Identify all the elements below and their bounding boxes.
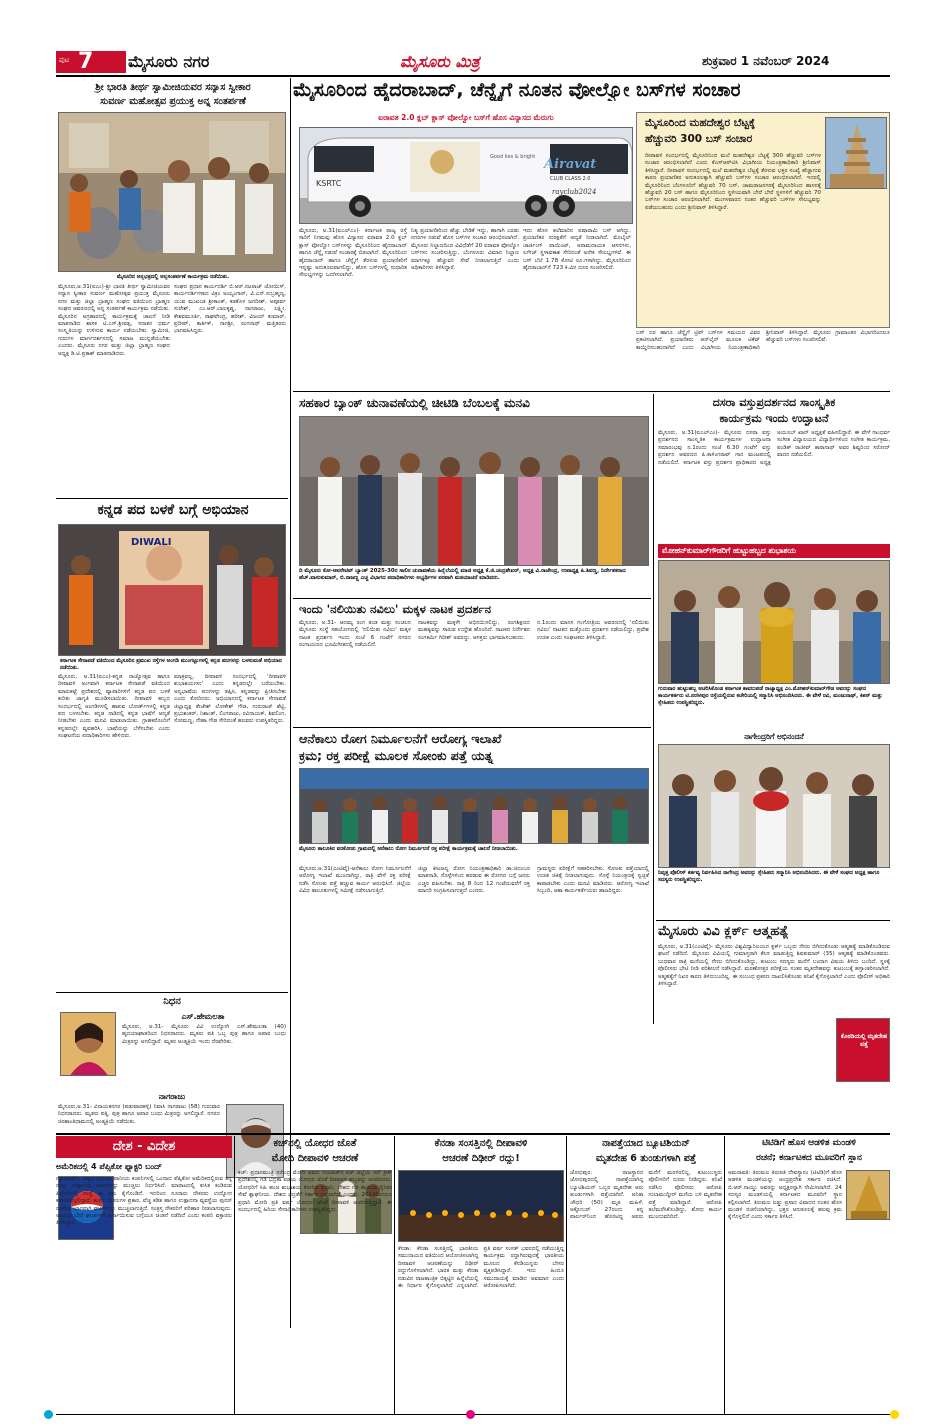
drama-body-c: ನ.1ರಂದು ಮಾನಸ ಗಂಗೋತ್ರಿಯ ಆವರಣದಲ್ಲಿ 'ನಲಿಯಿತು ನವಿಲು' ನಾಟಕದ ಮತ್ತೊಂದು ಪ್ರದರ್ಶನ ನಡೆಯಲಿದ್ದು, ಪ್ರವೇಶ ಉಚಿತ ಎಂದು ಸಂಘಟಕರು ತಿಳಿಸಿದ್ದಾರೆ. (537, 620, 649, 641)
food-distribution-image (59, 113, 286, 272)
desha-videsha-banner (56, 1136, 232, 1158)
obit1-name: ಎಸ್.ಹೇಮಲತಾ (181, 1012, 225, 1021)
canada-headline-1: ಕೆನಡಾ ಸಂಸತ್ತಿನಲ್ಲಿ ದೀಪಾವಳಿ (434, 1138, 528, 1149)
volvo-bus-image (300, 128, 633, 224)
divider (656, 920, 890, 921)
page-number-box (56, 51, 126, 73)
naga-headline: ನಾಗೇಂದ್ರರಿಗೆ ಅಭಿನಂದನೆ (744, 732, 804, 741)
paper-name: ಮೈಸೂರು ಮಿತ್ರ (400, 52, 480, 71)
lead-subhead-bar (299, 112, 633, 125)
lead-headline: ಮೈಸೂರಿಂದ ಹೈದರಾಬಾದ್, ಚೆನ್ನೈಗೆ ನೂತನ ವೋಲ್ವೋ ಬಸ್‌ಗಳ ಸಂಚಾರ (293, 79, 741, 101)
cyan-register-mark (44, 1410, 53, 1419)
lead-photo (299, 127, 633, 224)
airavat-text: Airavat (544, 157, 597, 172)
drama-body-b: ನಾಟಕವನ್ನು ಮಕ್ಕಳೇ ಅಭಿನಯಿಸಲಿದ್ದು, ರಂಗಶಿಕ್ಷಣದ ಮಹತ್ವವನ್ನು ಸಾರುವ ಉದ್ದೇಶ ಹೊಂದಿದೆ. ನಾಟಕದ ನಿರ್ದೇಶನ ರಂಗಕರ್ಮಿ ಗಿರೀಶ್ ಅವರದ್ದು. ಆಸಕ್ತರು ಭಾಗವಹಿಸಬಹುದು. (418, 620, 530, 641)
coop-photo (299, 416, 649, 566)
lead-body-1: ಮೈಸೂರು, ಅ.31(ಐಎಲ್‌ಎಂ)- ಕರ್ನಾಟಕ ರಾಜ್ಯ ರಸ್ತೆ ಸಾರಿಗೆ ನಿಗಮವು ಹೊಸ ವಿನ್ಯಾಸದ ಐರಾವತ 2.0 ಕ್ಲಬ್ ಕ್ಲಾಸ್ ವೋಲ್ವೋ ಬಸ್‌ಗಳನ್ನು ಮೈಸೂರಿನಿಂದ ಹೈದರಾಬಾದ್ ಹಾಗೂ ಚೆನ್ನೈ ನಡುವೆ ಸಂಚಾರಕ್ಕೆ ಬಿಡಲಾಗಿದೆ. ಮೈಸೂರಿನಿಂದ ಹೈದರಾಬಾದ್ ಹಾಗೂ ಚೆನ್ನೈಗೆ ತೆರಳುವ ಪ್ರಯಾಣಿಕರಿಗೆ ಇನ್ನಷ್ಟು ಅನುಕೂಲವಾಗಲಿದ್ದು, ಹೊಸ ಬಸ್‌ಗಳಲ್ಲಿ ಸುಧಾರಿತ ಸೌಲಭ್ಯಗಳನ್ನು ಒದಗಿಸಲಾಗಿದೆ. (299, 228, 407, 279)
tirumala-temple-image (847, 1171, 890, 1220)
portrait-image (61, 1013, 116, 1076)
pepsico-body: ನ್ಯೂಯಾರ್ಕ್: ವಿಶ್ವದ ಪ್ರಮುಖ ಪಾನೀಯ ಕಂಪನಿಗಳಲ್ಲಿ ಒಂದಾದ ಪೆಪ್ಸಿಕೋ ಅಮೆರಿಕದಲ್ಲಿರುವ ತನ್ನ ನಾಲ್ಕು ಉತ್ಪಾದನಾ ಘಟಕಗಳನ್ನು ಮುಚ್ಚಲು ನಿರ್ಧರಿಸಿದೆ. ಮಾರಾಟದಲ್ಲಿ ಕುಸಿತ ಕಂಡಿರುವ ಹಿನ್ನೆಲೆಯಲ್ಲಿ ಸಂಸ್ಥೆ ಈ ಕ್ರಮ ಕೈಗೊಂಡಿದೆ. ಇದರಿಂದ ನೂರಾರು ನೌಕರರು ಉದ್ಯೋಗ ಕಳೆದುಕೊಳ್ಳಲಿದ್ದಾರೆ. ಕಂಪನಿ ಮೂಲಗಳ ಪ್ರಕಾರ, ವೆಚ್ಚ ಕಡಿತ ಹಾಗೂ ಉತ್ಪಾದನಾ ವ್ಯವಸ್ಥೆಯ ಪುನರ್ ರಚನೆಯ ಭಾಗವಾಗಿ ಘಟಕಗಳನ್ನು ಮುಚ್ಚಲಾಗುತ್ತಿದೆ. ಸಂತ್ರಸ್ತ ನೌಕರರಿಗೆ ಪರಿಹಾರ ನೀಡಲಾಗುವುದು. ಅವರನ್ನು ಬೇರೆ ಘಟಕಗಳಿಗೆ ವರ್ಗಾಯಿಸುವ ಬಗ್ಗೆಯೂ ಚಿಂತನೆ ನಡೆದಿದೆ ಎಂದು ಕಂಪನಿ ವಕ್ತಾರರು ತಿಳಿಸಿದ್ದಾರೆ. (56, 1176, 232, 1227)
ttd-body: ಅಮರಾವತಿ: ತಿರುಮಲ ತಿರುಪತಿ ದೇವಸ್ಥಾನಂ (ಟಿಟಿಡಿ)ಗೆ ಹೊಸ ಆಡಳಿತ ಮಂಡಳಿಯನ್ನು ಆಂಧ್ರಪ್ರದೇಶ ಸರ್ಕಾರ ರಚಿಸಿದೆ. ಬಿ.ಆರ್.ನಾಯ್ಡು ಅವರನ್ನು ಅಧ್ಯಕ್ಷರನ್ನಾಗಿ ನೇಮಿಸಲಾಗಿದೆ. 24 ಸದಸ್ಯರ ಮಂಡಳಿಯಲ್ಲಿ ಕರ್ನಾಟಕದ ಮೂವರಿಗೆ ಸ್ಥಾನ ಕಲ್ಪಿಸಲಾಗಿದೆ. ತಿರುಮಲ ಲಡ್ಡು ಪ್ರಸಾದ ವಿವಾದದ ನಂತರ ಹೊಸ ಮಂಡಳಿ ರಚನೆಯಾಗಿದ್ದು, ಭಕ್ತರ ಅನುಕೂಲಕ್ಕೆ ಹಲವು ಕ್ರಮ ಕೈಗೊಳ್ಳಲಿದೆ ಎಂದು ಸರ್ಕಾರ ತಿಳಿಸಿದೆ. (728, 1170, 842, 1221)
gowda-headline: ಮೋಹನ್‌ಕುಮಾರ್‌ಗೌಡರಿಗೆ ಹುಟ್ಟುಹಬ್ಬದ ಶುಭಾಶಯ (662, 546, 796, 555)
lead-body-3: ಇದು ಹೊಸ ತಲೆಮಾರಿನ ಐಷಾರಾಮಿ ಬಸ್ ಆಗಿದ್ದು, ಪ್ರಯಾಣಿಕರ ಸುರಕ್ಷತೆಗೆ ಆದ್ಯತೆ ನೀಡಲಾಗಿದೆ. ಮೊಬೈಲ್ ಚಾರ್ಜಿಂಗ್ ಪಾಯಿಂಟ್, ಆರಾಮದಾಯಕ ಆಸನಗಳು, ಲಗೇಜ್ ಸ್ಥಳಾವಕಾಶ ಸೇರಿದಂತೆ ಅನೇಕ ಸೌಲಭ್ಯಗಳಿವೆ. ಈ ಬಸ್ ಬೆಲೆ 1.78 ಕೋಟಿ ರೂ.ಗಳಾಗಿದ್ದು, ಮೈಸೂರಿನಿಂದ ಹೈದರಾಬಾದ್‌ಗೆ 723 ಕಿ.ಮೀ ದೂರ ಸಂಚರಿಸಲಿದೆ. (523, 228, 631, 272)
story1-photo (58, 112, 286, 272)
pepsico-headline: ಅಮೆರಿಕದಲ್ಲಿ 4 ಪೆಪ್ಸಿಕೋ ಫ್ಯಾಕ್ಟರಿ ಬಂದ್ (56, 1162, 162, 1171)
dasara-headline-1: ದಸರಾ ವಸ್ತುಪ್ರದರ್ಶನದ ಸಾಂಸ್ಕೃತಿಕ (712, 396, 836, 409)
story1-body-b: ಸಂಘದ ಪ್ರಧಾನ ಕಾರ್ಯದರ್ಶಿ ಬಿ.ಆರ್.ನಟರಾಜ್ ಜೋಯಿಸ್, ಕಾರ್ಯದರ್ಶಿಗಳಾದ ವಿಕ್ರಂ ಅಯ್ಯಂಗಾರ್, ವಿ.ಎನ್.ಸುಬ್ರಹ್ಮಣ್ಯ, ಯುವ ಮುಖಂಡ ಶ್ರೀಕಾಂತ್, ಕಡಕೊಳ ಜಗದೀಶ್, ಅಪೂರ್ವ ಸುರೇಶ್, ಎಂ.ಆರ್.ಬಾಲಕೃಷ್ಣ, ನಾಗರಾಜು, ಲಕ್ಷ್ಮೀ, ಕೇಶವಮೂರ್ತಿ, ರಾಘವೇಂದ್ರ, ಹರೀಶ್, ವಿಜಯ್ ಕುಮಾರ್, ಪ್ರದೀಪ್, ಕಾರ್ತಿಕ್, ನಾಗಶ್ರೀ, ರಂಗನಾಥ್ ಮತ್ತಿತರರು ಭಾಗವಹಿಸಿದ್ದರು. (174, 284, 286, 335)
gowda-headline-bar (658, 544, 890, 558)
story2-body-a: ಮೈಸೂರು, ಅ.31(ಐಎಂ)-ಕನ್ನಡ ರಾಜ್ಯೋತ್ಸವ ಹಾಗೂ ದೀಪಾವಳಿ ಅಂಗವಾಗಿ ಕರ್ನಾಟಕ ಸೇನಾಪಡೆ ವತಿಯಿಂದ ಮಾರುಕಟ್ಟೆ ಪ್ರದೇಶದಲ್ಲಿ ವ್ಯಾಪಾರಿಗಳಿಗೆ ಕನ್ನಡ ಪದ ಬಳಕೆ ಕುರಿತು ಜಾಗೃತಿ ಮೂಡಿಸಲಾಯಿತು. ದೀಪಾವಳಿ ಹಬ್ಬದ ಸಂದರ್ಭದಲ್ಲಿ ಅಂಗಡಿಗಳಲ್ಲಿ ಹಾಕುವ ಬೋರ್ಡ್‌ಗಳಲ್ಲಿ ಕನ್ನಡ ಪದ ಬಳಸಬೇಕು. ಕನ್ನಡ ನಾಡಿನಲ್ಲಿ ಕನ್ನಡ ಭಾಷೆಗೆ ಆದ್ಯತೆ ನೀಡಬೇಕು ಎಂದು ಮನವಿ ಮಾಡಲಾಯಿತು. ಗ್ರಾಹಕರೊಂದಿಗೆ ಕನ್ನಡದಲ್ಲೇ ವ್ಯವಹರಿಸಿ, ಭಾಷೆಯನ್ನು ಬೆಳೆಸಬೇಕು ಎಂದು ಸಂಘಟನೆಯ ಪದಾಧಿಕಾರಿಗಳು ಹೇಳಿದರು. (58, 674, 170, 740)
obit1-photo (60, 1012, 116, 1076)
story1-body-a: ಮೈಸೂರು,ಅ.31(ಐಎಂ)-ಶ್ರೀ ಭಾರತಿ ತೀರ್ಥ ಸ್ವಾಮೀಜಿಯವರ ಸನ್ಯಾಸ ಸ್ವೀಕಾರ ಸುವರ್ಣ ಮಹೋತ್ಸವ ಪ್ರಯುಕ್ತ ಮೈಸೂರು ನಗರ ಮತ್ತು ಜಿಲ್ಲಾ ಬ್ರಾಹ್ಮಣ ಸಂಘದ ವತಿಯಿಂದ ಬ್ರಾಹ್ಮಣ ಸಂಘದ ಆವರಣದಲ್ಲಿ ಅನ್ನ ಸಂತರ್ಪಣೆ ಕಾರ್ಯಕ್ರಮ ನಡೆಯಿತು. ಮೈಸೂರಿನ ಅಗ್ರಹಾರದಲ್ಲಿ ಕಾರ್ಯಕ್ರಮಕ್ಕೆ ಚಾಲನೆ ನೀಡಿ ಮಾತನಾಡಿದ ಶಾಸಕ ಟಿ.ಎಸ್.ಶ್ರೀವತ್ಸ, ಸನಾತನ ಧರ್ಮ ಸಂಸ್ಕೃತಿಯನ್ನು ಉಳಿಸುವ ಕಾರ್ಯ ನಡೆಯಬೇಕು. ಸ್ವಾಮೀಜಿ, ಗುರುಗಳ ಮಾರ್ಗದರ್ಶನದಲ್ಲಿ ಸಮಾಜ ಮುನ್ನಡೆಯಬೇಕು ಎಂದರು. ಮೈಸೂರು ನಗರ ಮತ್ತು ಜಿಲ್ಲಾ ಬ್ರಾಹ್ಮಣ ಸಂಘದ ಅಧ್ಯಕ್ಷ ಡಿ.ಟಿ.ಪ್ರಕಾಶ್ ಮಾತನಾಡಿದರು. (58, 284, 170, 357)
mm-body: ದೀಪಾವಳಿ ಸಂದರ್ಭದಲ್ಲಿ ಮೈಸೂರಿನಿಂದ ಮಲೆ ಮಹದೇಶ್ವರ ಬೆಟ್ಟಕ್ಕೆ 300 ಹೆಚ್ಚುವರಿ ಬಸ್‌ಗಳ ಸಂಚಾರ ಆರಂಭಿಸಲಾಗಿದೆ ಎಂದು ಕೆಎಸ್‌ಆರ್‌ಟಿಸಿ ವಿಭಾಗೀಯ ನಿಯಂತ್ರಣಾಧಿಕಾರಿ ಶ್ರೀನಿವಾಸ್ ತಿಳಿಸಿದ್ದಾರೆ. ದೀಪಾವಳಿ ಸಂದರ್ಭದಲ್ಲಿ ಮಲೆ ಮಹದೇಶ್ವರ ಬೆಟ್ಟಕ್ಕೆ ತೆರಳುವ ಭಕ್ತರ ಸಂಖ್ಯೆ ಹೆಚ್ಚಾಗುವ ಕಾರಣ ಪ್ರಯಾಣಿಕರ ಅನುಕೂಲಕ್ಕಾಗಿ ಹೆಚ್ಚುವರಿ ಬಸ್‌ಗಳ ಸಂಚಾರ ಆರಂಭಿಸಲಾಗಿದೆ. ಇದರಲ್ಲಿ ಮೈಸೂರಿನಿಂದ ಬೆಂಗಳೂರಿಗೆ ಹೆಚ್ಚುವರಿ 70 ಬಸ್, ಚಾಮರಾಜನಗರಕ್ಕೆ ಮೈಸೂರಿನಿಂದ ಹಾಸನಕ್ಕೆ ಹೆಚ್ಚುವರಿ 20 ಬಸ್ ಹಾಗೂ ಮೈಸೂರಿನಿಂದ ಸ್ಥಳೀಯವಾಗಿ ಬೇರೆ ಬೇರೆ ಸ್ಥಳಗಳಿಗೆ ಹೆಚ್ಚುವರಿ 70 ಬಸ್‌ಗಳ ಸಂಚಾರ ಆರಂಭಿಸಲಾಗಿದೆ. ಮಂಗಳವಾರದ ನಂತರ ಹೆಚ್ಚುವರಿ ಬಸ್‌ಗಳ ಸೌಲಭ್ಯವನ್ನು ಪಡೆಯಬಹುದು ಎಂದು ಶ್ರೀನಿವಾಸ್ ತಿಳಿಸಿದ್ದಾರೆ. (645, 153, 821, 211)
health-headline-2: ಕ್ರಮ; ರಕ್ತ ಪರೀಕ್ಷೆ ಮೂಲಕ ಸೋಂಕು ಪತ್ತೆ ಯತ್ನ (299, 748, 494, 763)
mm-hills-box (636, 112, 890, 328)
lead-body-4: ಬಸ್ ದರ ಹಾಗೂ ಚೆನ್ನೈಗೆ ಟ್ರಿಪ್ ಬಸ್‌ಗಳ ಸಮಯದ ವಿವರ ಪ್ರಕಟಿಸಲಾಗಿದೆ. ಪ್ರಯಾಣಿಕರು ಆನ್‌ಲೈನ್ ಮೂಲಕ ಟಿಕೆಟ್ ಕಾಯ್ದಿರಿಸಬಹುದಾಗಿದೆ ಎಂದು ವಿಭಾಗೀಯ ನಿಯಂತ್ರಣಾಧಿಕಾರಿ ಶ್ರೀನಿವಾಸ್ ತಿಳಿಸಿದ್ದಾರೆ. ಮೈಸೂರು ಗ್ರಾಮಾಂತರ ವಿಭಾಗದಿಂದಲೂ ಹೆಚ್ಚುವರಿ ಬಸ್‌ಗಳು ಸಂಚರಿಸಲಿವೆ. (636, 330, 890, 351)
canada-headline-2: ಆಚರಣೆ ದಿಢೀರ್ ರದ್ದು! (442, 1153, 520, 1164)
beautician-body: ಜೋಧಪುರ: ರಾಜಸ್ಥಾನದ ಜೋಧಪುರದಲ್ಲಿ ನಾಪತ್ತೆಯಾಗಿದ್ದ ಬ್ಯೂಟಿಶಿಯನ್ ಒಬ್ಬರ ಮೃತದೇಹ ಆರು ತುಂಡುಗಳಾಗಿ ಪತ್ತೆಯಾಗಿದೆ. ಅನಿತಾ ಚೌಧರಿ (50) ಮೃತ ಮಹಿಳೆ. ಅಕ್ಟೋಬರ್ 27ರಂದು ತನ್ನ ಪಾರ್ಲರ್‌ನಿಂದ ಹೊರಟಿದ್ದ ಅವರು ಮನೆಗೆ ಮರಳಿರಲಿಲ್ಲ. ಕುಟುಂಬಸ್ಥರು ಪೊಲೀಸರಿಗೆ ದೂರು ನೀಡಿದ್ದರು. ತನಿಖೆ ನಡೆಸಿದ ಪೊಲೀಸರು ಆರೋಪಿ ಗುಲಾಮುದ್ದೀನ್ ಮನೆಯ ಬಳಿ ಮೃತದೇಹ ಪತ್ತೆ ಮಾಡಿದ್ದಾರೆ. ಆರೋಪಿ ತಲೆಮರೆಸಿಕೊಂಡಿದ್ದು, ಶೋಧ ಕಾರ್ಯ ಮುಂದುವರಿದಿದೆ. (570, 1170, 722, 1221)
dasara-body: ಮೈಸೂರು, ಅ.31(ಐಎಲ್‌ಎಂ)- ಮೈಸೂರು ದಸರಾ ವಸ್ತು ಪ್ರದರ್ಶನದ ಸಾಂಸ್ಕೃತಿಕ ಕಾರ್ಯಕ್ರಮಗಳ ಉದ್ಘಾಟನಾ ಸಮಾರಂಭವು ನ.1ರಂದು ಸಂಜೆ 6.30 ಗಂಟೆಗೆ ವಸ್ತು ಪ್ರದರ್ಶನ ಆವರಣದ ಪಿ.ಕಾಳಿಂಗರಾವ್ ಗಾನ ಮಂಟಪದಲ್ಲಿ ನಡೆಯಲಿದೆ. ಕರ್ನಾಟಕ ವಸ್ತು ಪ್ರದರ್ಶನ ಪ್ರಾಧಿಕಾರದ ಅಧ್ಯಕ್ಷ ಅಯೂಬ್ ಖಾನ್ ಅಧ್ಯಕ್ಷತೆ ವಹಿಸಲಿದ್ದಾರೆ. ಈ ವೇಳೆ ಗಾಂಧರ್ವ ಸಂಗೀತ ವಿದ್ಯಾಲಯದ ವಿದ್ಯಾರ್ಥಿಗಳಿಂದ ಸಂಗೀತ ಕಾರ್ಯಕ್ರಮ, ಪಂಡಿತ್ ರಾಜೀವ್ ತಾರಾನಾಥ್ ಅವರ ಶಿಷ್ಯರಿಂದ ಸರೋದ್ ವಾದನ ನಡೆಯಲಿದೆ. (658, 430, 890, 466)
divider (293, 391, 890, 392)
slogan-text: Good lies & bright (490, 154, 536, 160)
obit2-name: ನಾಗರಾಜು (158, 1092, 186, 1101)
uni-body: ಮೈಸೂರು, ಅ.31(ಎಂಟಿವೈ)- ಮೈಸೂರು ವಿಶ್ವವಿದ್ಯಾನಿಲಯದ ಕ್ಲರ್ಕ್ ಒಬ್ಬರು ನೇಣು ಬಿಗಿದುಕೊಂಡು ಆತ್ಮಹತ್ಯೆ ಮಾಡಿಕೊಂಡಿರುವ ಘಟನೆ ನಡೆದಿದೆ. ಮೈಸೂರು ವಿವಿಯಲ್ಲಿ ಗುಮಾಸ್ತರಾಗಿ ಕೆಲಸ ಮಾಡುತ್ತಿದ್ದ ಶಿವಕುಮಾರ್ (35) ಆತ್ಮಹತ್ಯೆ ಮಾಡಿಕೊಂಡವರು. ಬುಧವಾರ ರಾತ್ರಿ ಮನೆಯಲ್ಲಿ ನೇಣು ಬಿಗಿದುಕೊಂಡಿದ್ದು, ಕುಟುಂಬ ಸದಸ್ಯರು ಮನೆಗೆ ಬಂದಾಗ ವಿಷಯ ತಿಳಿದು ಬಂದಿದೆ. ಸ್ಥಳಕ್ಕೆ ಪೊಲೀಸರು ಭೇಟಿ ನೀಡಿ ಪರಿಶೀಲನೆ ನಡೆಸಿದ್ದಾರೆ. ಮರಣೋತ್ತರ ಪರೀಕ್ಷೆಯ ನಂತರ ಮೃತದೇಹವನ್ನು ಕುಟುಂಬಕ್ಕೆ ಹಸ್ತಾಂತರಿಸಲಾಗಿದೆ. ಆತ್ಮಹತ್ಯೆಗೆ ನಿಖರ ಕಾರಣ ತಿಳಿದುಬಂದಿಲ್ಲ. ಈ ಸಂಬಂಧ ಪ್ರಕರಣ ದಾಖಲಿಸಿಕೊಂಡು ತನಿಖೆ ಕೈಗೊಳ್ಳಲಾಗಿದೆ ಎಂದು ಪೊಲೀಸ್ ಅಧಿಕಾರಿ ತಿಳಿಸಿದ್ದಾರೆ. (658, 944, 890, 988)
canada-photo (398, 1170, 564, 1242)
divider (293, 727, 651, 728)
lead-subhead: ಐರಾವತ 2.0 ಕ್ಲಬ್ ಕ್ಲಾಸ್ ವೋಲ್ವೋ ಬಸ್‌ಗೆ ಹೊಸ ವಿನ್ಯಾಸದ ಮೆರುಗು (378, 113, 554, 122)
uni-photo-label: ಕೊಠಡಿಯಲ್ಲಿ ಮೃತದೇಹ ಪತ್ತೆ (840, 1033, 888, 1048)
story2-body-b: ಮಾತ್ರವಲ್ಲ, ದೀಪಾವಳಿ ಸಂದರ್ಭದಲ್ಲಿ 'ದೀಪಾವಳಿ ಶುಭಾಶಯಗಳು' ಎಂದು ಕನ್ನಡದಲ್ಲೇ ಬರೆಯಬೇಕು. ಅನ್ಯಭಾಷೆಯ ಪದಗಳನ್ನು ತಪ್ಪಿಸಿ, ಕನ್ನಡವನ್ನು ಪ್ರೀತಿಸಬೇಕು ಎಂದು ಕೋರಿದರು. ಅಭಿಯಾನದಲ್ಲಿ ಕರ್ನಾಟಕ ಸೇನಾಪಡೆ ಜಿಲ್ಲಾಧ್ಯಕ್ಷ ತೇಜೇಶ್ ಲೋಕೇಶ್ ಗೌಡ, ಗುರುರಾಜ್ ಶೆಟ್ಟಿ, ಪ್ರಭುಶಂಕರ್, ನಿಶಾಂತ್, ಲಿಂಗರಾಜು, ರವಿನಾಯಕ್, ಶಿವಲಿಂಗ, ಸೋಮಣ್ಣ, ನೇಹಾ ಗೌಡ ಸೇರಿದಂತೆ ಹಲವರು ಉಪಸ್ಥಿತರಿದ್ದರು. (174, 674, 286, 725)
club-class-text: CLUB CLASS 2.0 (550, 176, 591, 182)
divider (293, 598, 651, 599)
mm-headline-2: ಹೆಚ್ಚುವರಿ 300 ಬಸ್ ಸಂಚಾರ (645, 133, 753, 145)
column-divider (724, 1136, 725, 1414)
story1-headline-2: ಸುವರ್ಣ ಮಹೋತ್ಸವ ಪ್ರಯುಕ್ತ ಅನ್ನ ಸಂತರ್ಪಣೆ (100, 96, 246, 107)
health-body-c: ಗ್ರಾಮಸ್ಥರು ಪರೀಕ್ಷೆಗೆ ಸಹಕರಿಸಬೇಕು. ಸೋಂಕು ಪತ್ತೆಯಾದಲ್ಲಿ ಉಚಿತ ಚಿಕಿತ್ಸೆ ನೀಡಲಾಗುವುದು. ಸೊಳ್ಳೆ ನಿಯಂತ್ರಣಕ್ಕೆ ಸ್ವಚ್ಛತೆ ಕಾಪಾಡಬೇಕು ಎಂದು ಮನವಿ ಮಾಡಿದರು. ಆರೋಗ್ಯ ಇಲಾಖೆ ಸಿಬ್ಬಂದಿ, ಆಶಾ ಕಾರ್ಯಕರ್ತೆಯರು ಹಾಜರಿದ್ದರು. (537, 866, 649, 895)
drama-body-a: ಮೈಸೂರು, ಅ.31- ಆದಮ್ಯ ರಂಗ ತಂಡ ಮತ್ತು ಸಂಚಲನ ಮೈಸೂರು ಸಂಸ್ಥೆ ಸಹಯೋಗದಲ್ಲಿ 'ನಲಿಯಿತು ನವಿಲು' ಮಕ್ಕಳ ನಾಟಕ ಪ್ರದರ್ಶನ ಇಂದು ಸಂಜೆ 6 ಗಂಟೆಗೆ ನಗರದ ರಂಗಾಯಣದ ಭೂಮಿಗೀತದಲ್ಲಿ ನಡೆಯಲಿದೆ. (299, 620, 411, 649)
modi-headline-2: ಮೋದಿ ದೀಪಾವಳಿ ಆಚರಣೆ (271, 1153, 359, 1164)
story1-headline-1: ಶ್ರೀ ಭಾರತಿ ತೀರ್ಥ ಸ್ವಾಮೀಜಿಯವರ ಸನ್ಯಾಸ ಸ್ವೀಕಾರ (95, 82, 251, 93)
ttd-headline-2: ರಚನೆ; ಕರ್ನಾಟಕದ ಮೂವರಿಗೆ ಸ್ಥಾನ (756, 1153, 862, 1163)
gowda-caption: ಗುರುವಾರ ಹುಟ್ಟುಹಬ್ಬ ಆಚರಿಸಿಕೊಂಡ ಕರ್ನಾಟಕ ಕಾವಲುಪಡೆ ರಾಜ್ಯಾಧ್ಯಕ್ಷ ಎಂ.ಮೋಹನ್‌ಕುಮಾರ್‌ಗೌಡ ಅವರನ್ನು ಸಂಘದ ಕಾರ್ಯಕರ್ತರು ಟಿ.ನರಸೀಪುರ ರಸ್ತೆಯಲ್ಲಿರುವ ಕಚೇರಿಯಲ್ಲಿ ಸನ್ಮಾನಿಸಿ ಅಭಿನಂದಿಸಿದರು. ಈ ವೇಳೆ ರವಿ, ಮಂಜುನಾಥ್, ಕಿಶನ್ ಮತ್ತು ಸ್ನೇಹಿತರು ಉಪಸ್ಥಿತರಿದ್ದರು. (658, 686, 883, 706)
column-divider (234, 1136, 235, 1414)
ttd-headline-1: ಟಿಟಿಡಿಗೆ ಹೊಸ ಆಡಳಿತ ಮಂಡಳಿ (762, 1138, 856, 1148)
divider (56, 498, 288, 499)
health-photo (299, 768, 649, 844)
naga-caption: ನಿವೃತ್ತ ಪೊಲೀಸ್ ಕರ್ತವ್ಯ ನಿರ್ವಹಿಸಿದ ನಾಗೇಂದ್ರ ಅವರನ್ನು ಸ್ನೇಹಿತರು ಸನ್ಮಾನಿಸಿ ಅಭಿನಂದಿಸಿದರು. ಈ ವೇಳೆ ಸಂಘದ ಅಧ್ಯಕ್ಷ ಹಾಗೂ ಸದಸ್ಯರು ಉಪಸ್ಥಿತರಿದ್ದರು. (658, 870, 880, 883)
divider (56, 992, 288, 993)
column-divider (566, 1136, 567, 1414)
beautician-headline-2: ಮೃತದೇಹ 6 ತುಂಡುಗಳಾಗಿ ಪತ್ತೆ (595, 1153, 697, 1164)
lead-body-2: ನಿತ್ಯ ಪ್ರಯಾಣಿಕರಿಂದ ಹೆಚ್ಚು ಬೇಡಿಕೆ ಇದ್ದು, ಹಾಗಾಗಿ ಎರಡು ನಗರಗಳ ನಡುವೆ ಹೊಸ ಬಸ್‌ಗಳ ಸಂಚಾರ ಆರಂಭಿಸಲಾಗಿದೆ. ಮೈಸೂರು ನಿಲ್ದಾಣದಿಂದ ವಿವಿಧೆಡೆಗೆ 20 ಐರಾವತ ವೋಲ್ವೋ ಬಸ್‌ಗಳು ಸಂಚರಿಸುತ್ತಿದ್ದು, ಬೆಂಗಳೂರು ವಿಮಾನ ನಿಲ್ದಾಣ ಮಾರ್ಗಕ್ಕೂ ಹೆಚ್ಚುವರಿ ಸೇವೆ ನೀಡಲಾಗುತ್ತಿದೆ ಎಂದು ಅಧಿಕಾರಿಗಳು ತಿಳಿಸಿದ್ದಾರೆ. (411, 228, 519, 272)
yellow-register-mark (890, 1410, 899, 1419)
story1-caption: ಮೈಸೂರಿನ ಅನ್ನಛತ್ರದಲ್ಲಿ ಅನ್ನಸಂತರ್ಪಣೆ ಕಾರ್ಯಕ್ರಮ ನಡೆಯಿತು. (116, 274, 230, 280)
column-divider (653, 394, 654, 1024)
group-image (300, 417, 649, 566)
coop-caption: ದಿ ಮೈಸೂರು ಕೋ-ಆಪರೇಟಿವ್ ಬ್ಯಾಂಕ್ 2025-30ರ ಸಾಲಿನ ಚುನಾವಣೆಯ ಹಿನ್ನೆಲೆಯಲ್ಲಿ ಮಾಜಿ ಅಧ್ಯಕ್ಷ ಕೆ.ಜಿ.ಚಂದ್ರಶೇಖರ್, ಅಧ್ಯಕ್ಷ ವಿ.ರಾಜೇಂದ್ರ, ಉಪಾಧ್ಯಕ್ಷ ಪಿ.ಶಿವಣ್ಣ, ನಿರ್ದೇಶಕರಾದ ಹೆಚ್.ವಾಸುಕುಮಾರ್, ಬಿ.ರಾಜಣ್ಣ ಎಚ್ಚ ವಿಭಾಗದ ಪದಾಧಿಕಾರಿಗಳು ಅಭ್ಯರ್ಥಿಗಳ ಪರವಾಗಿ ಮತಯಾಚನೆ ಮಾಡಿದರು. (299, 568, 626, 581)
dasara-headline-2: ಕಾರ್ಯಕ್ರಮ ಇಂದು ಉದ್ಘಾಟನೆ (719, 412, 829, 425)
health-headline-1: ಆನೆಕಾಲು ರೋಗ ನಿರ್ಮೂಲನೆಗೆ ಆರೋಗ್ಯ ಇಲಾಖೆ (299, 731, 502, 746)
uni-photo (836, 1018, 890, 1082)
diwali-sign-text: DIWALI (131, 537, 172, 548)
section-title: ಮೈಸೂರು ನಗರ (128, 52, 210, 71)
beautician-headline-1: ನಾಪತ್ತೆಯಾದ ಬ್ಯೂಟಿಶಿಯನ್ (602, 1138, 690, 1149)
ttd-photo (846, 1170, 890, 1220)
column-divider (394, 1136, 395, 1414)
story2-photo (58, 524, 286, 656)
page-number: 7 (78, 49, 94, 74)
campaign-image (59, 525, 286, 656)
ksrtc-text: KSRTC (316, 179, 342, 188)
health-body-b: ಜಿಲ್ಲಾ ಕೀಟಜನ್ಯ ರೋಗ ನಿಯಂತ್ರಣಾಧಿಕಾರಿ ಡಾ.ಚಿದಂಬರ ಮಾತನಾಡಿ, ಸೊಳ್ಳೆಗಳಿಂದ ಹರಡುವ ಈ ರೋಗದ ಬಗ್ಗೆ ಜನರು ಎಚ್ಚರ ವಹಿಸಬೇಕು. ರಾತ್ರಿ 8 ರಿಂದ 12 ಗಂಟೆಯವರೆಗೆ ರಕ್ತ ಮಾದರಿ ಸಂಗ್ರಹಿಸಲಾಗುತ್ತದೆ ಎಂದರು. (418, 866, 530, 895)
story2-headline: ಕನ್ನಡ ಪದ ಬಳಕೆ ಬಗ್ಗೆ ಅಭಿಯಾನ (97, 502, 249, 518)
modi-body: ಕಚ್: ಪ್ರಧಾನಮಂತ್ರಿ ನರೇಂದ್ರ ಮೋದಿ ಅವರು ಗುಜರಾತ್‌ನ ಕಚ್ ಜಿಲ್ಲೆಯ ಸರ್ ಕ್ರೀಕ್ ಪ್ರದೇಶದಲ್ಲಿ ಗಡಿ ಭದ್ರತಾ ಪಡೆಯ ಯೋಧರ ಜೊತೆ ದೀಪಾವಳಿ ಹಬ್ಬವನ್ನು ಆಚರಿಸಿದರು. ಯೋಧರಿಗೆ ಸಿಹಿ ಹಂಚಿ ಶುಭಾಶಯ ಕೋರಿದ ಪ್ರಧಾನಿ, ದೇಶದ ಗಡಿ ಕಾಯುವ ಸೈನಿಕರ ಸೇವೆ ಶ್ಲಾಘನೀಯ. ದೇಶದ ಭದ್ರತೆಗೆ ಸರ್ಕಾರ ಬದ್ಧವಾಗಿದೆ ಎಂದರು. 2014ರಿಂದಲೂ ಪ್ರಧಾನಿ ಮೋದಿ ಪ್ರತಿ ವರ್ಷ ಯೋಧರ ಜೊತೆ ದೀಪಾವಳಿ ಆಚರಿಸುತ್ತಿದ್ದಾರೆ. ಈ ಸಂದರ್ಭದಲ್ಲಿ ಹಿರಿಯ ಸೇನಾಧಿಕಾರಿಗಳು ಉಪಸ್ಥಿತರಿದ್ದರು. (238, 1170, 392, 1214)
drama-headline: ಇಂದು 'ನಲಿಯಿತು ನವಿಲು' ಮಕ್ಕಳ ನಾಟಕ ಪ್ರದರ್ಶನ (299, 602, 492, 616)
mm-headline-1: ಮೈಸೂರಿಂದ ಮಹದೇಶ್ವರ ಬೆಟ್ಟಕ್ಕೆ (645, 117, 756, 129)
masthead (56, 50, 890, 74)
modi-headline-1: ಕಚ್‌ನಲ್ಲಿ ಯೋಧರ ಜೊತೆ (273, 1138, 357, 1149)
naga-photo (658, 744, 890, 868)
felicitation-image (659, 745, 890, 868)
temple-photo (825, 117, 887, 189)
masthead-rule (56, 75, 890, 77)
obituary-title: ನಿಧನ (163, 996, 181, 1007)
health-caption: ಮೈಸೂರು ತಾಲೂಕಿನ ವರಕೋಡು ಗ್ರಾಮದಲ್ಲಿ ಆನೆಕಾಲು ರೋಗ ನಿರ್ಮೂಲನೆ ರಕ್ತ ಪರೀಕ್ಷೆ ಕಾರ್ಯಕ್ರಮಕ್ಕೆ ಚಾಲನೆ ನೀಡಲಾಯಿತು. (299, 846, 518, 852)
diwali-lamps-image (399, 1171, 564, 1242)
issue-date: ಶುಕ್ರವಾರ 1 ನವೆಂಬರ್ 2024 (702, 54, 830, 68)
felicitation-image (659, 561, 890, 684)
story2-caption: ಕರ್ನಾಟಕ ಸೇನಾಪಡೆ ವತಿಯಿಂದ ಮೈಸೂರಿನ ಪ್ರಮುಖ ರಸ್ತೆಗಳ ಅಂಗಡಿ ಮುಂಗಟ್ಟುಗಳಲ್ಲಿ ಕನ್ನಡ ಪದಗಳನ್ನು ಬಳಸುವಂತೆ ಅಭಿಯಾನ ನಡೆಯಿತು. (60, 658, 282, 671)
obit2-body: ಮೈಸೂರು,ಅ.31- ವಿನಾಯಕನಗರ (ಪಡುವಾರಹಳ್ಳಿ) ನಿವಾಸಿ ನಾಗರಾಜು (58) ಗುರುವಾರ ನಿಧನರಾದರು. ಮೃತರು ಪತ್ನಿ, ಪುತ್ರ ಹಾಗೂ ಅಪಾರ ಬಂಧು ಮಿತ್ರರನ್ನು ಅಗಲಿದ್ದಾರೆ. ನಗರದ ಚಿರಶಾಂತಿಧಾಮದಲ್ಲಿ ಅಂತ್ಯಕ್ರಿಯೆ ನಡೆಯಿತು. (58, 1104, 220, 1125)
section-rule (56, 1133, 890, 1135)
page-label: ಪುಟ (59, 56, 70, 64)
section-title-bottom: ದೇಶ - ವಿದೇಶ (112, 1139, 176, 1154)
obit1-body: ಮೈಸೂರು, ಅ.31- ಮೈಸೂರು ವಿವಿ ಉದ್ಯೋಗಿ ಎಸ್.ಹೇಮಲತಾ (40) ಹೃದಯಾಘಾತದಿಂದ ನಿಧನರಾದರು. ಮೃತರು ಪತಿ ಒಬ್ಬ ಪುತ್ರ ಹಾಗೂ ಅಪಾರ ಬಂಧು ಮಿತ್ರರನ್ನು ಅಗಲಿದ್ದಾರೆ. ಮೃತರ ಅಂತ್ಯಕ್ರಿಯೆ ಇಂದು ನೆರವೇರಿತು. (122, 1024, 286, 1045)
reg-text: rayclub2024 (552, 188, 597, 196)
uni-headline: ಮೈಸೂರು ವಿವಿ ಕ್ಲರ್ಕ್ ಆತ್ಮಹತ್ಯೆ (658, 924, 789, 939)
magenta-register-mark (466, 1410, 475, 1419)
temple-image (826, 118, 887, 189)
coop-headline: ಸಹಕಾರ ಬ್ಯಾಂಕ್ ಚುನಾವಣೆಯಲ್ಲಿ ಚೀಟಿಡಿ ಬೆಂಬಲಕ್ಕೆ ಮನವಿ (299, 396, 530, 410)
gowda-photo (658, 560, 890, 684)
health-camp-image (300, 769, 649, 844)
canada-body: ಕೆನಡಾ: ಕೆನಡಾ ಸಂಸತ್ತಿನಲ್ಲಿ ಭಾರತೀಯ ಸಮುದಾಯದ ವತಿಯಿಂದ ಆಯೋಜಿಸಲಾಗಿದ್ದ ದೀಪಾವಳಿ ಆಚರಣೆಯನ್ನು ದಿಢೀರ್ ರದ್ದುಗೊಳಿಸಲಾಗಿದೆ. ಭಾರತ ಮತ್ತು ಕೆನಡಾ ನಡುವಿನ ರಾಜತಾಂತ್ರಿಕ ಬಿಕ್ಕಟ್ಟಿನ ಹಿನ್ನೆಲೆಯಲ್ಲಿ ಈ ನಿರ್ಧಾರ ಕೈಗೊಳ್ಳಲಾಗಿದೆ ಎನ್ನಲಾಗಿದೆ. ಪ್ರತಿ ವರ್ಷ ಸಂಸತ್ ಭವನದಲ್ಲಿ ನಡೆಯುತ್ತಿದ್ದ ಕಾರ್ಯಕ್ರಮ ರದ್ದಾಗಿರುವುದಕ್ಕೆ ಭಾರತೀಯ ಮೂಲದ ಕೆನಡಿಯನ್ನರು ಬೇಸರ ವ್ಯಕ್ತಪಡಿಸಿದ್ದಾರೆ. ಇದು ಹಿಂದೂ ಸಮುದಾಯಕ್ಕೆ ಮಾಡಿದ ಅವಮಾನ ಎಂದು ಆರೋಪಿಸಲಾಗಿದೆ. (398, 1246, 564, 1290)
health-body-a: ಮೈಸೂರು,ಅ.31(ಎಂಟಿವೈ)-ಆನೆಕಾಲು ರೋಗ ನಿರ್ಮೂಲನೆಗೆ ಆರೋಗ್ಯ ಇಲಾಖೆ ಮುಂದಾಗಿದ್ದು, ರಾತ್ರಿ ವೇಳೆ ರಕ್ತ ಪರೀಕ್ಷೆ ನಡೆಸಿ ಸೋಂಕು ಪತ್ತೆ ಹಚ್ಚುವ ಕಾರ್ಯ ಆರಂಭಿಸಿದೆ. ಜಿಲ್ಲೆಯ ವಿವಿಧ ತಾಲೂಕುಗಳಲ್ಲಿ ಸಮೀಕ್ಷೆ ನಡೆಸಲಾಗುತ್ತಿದೆ. (299, 866, 411, 895)
